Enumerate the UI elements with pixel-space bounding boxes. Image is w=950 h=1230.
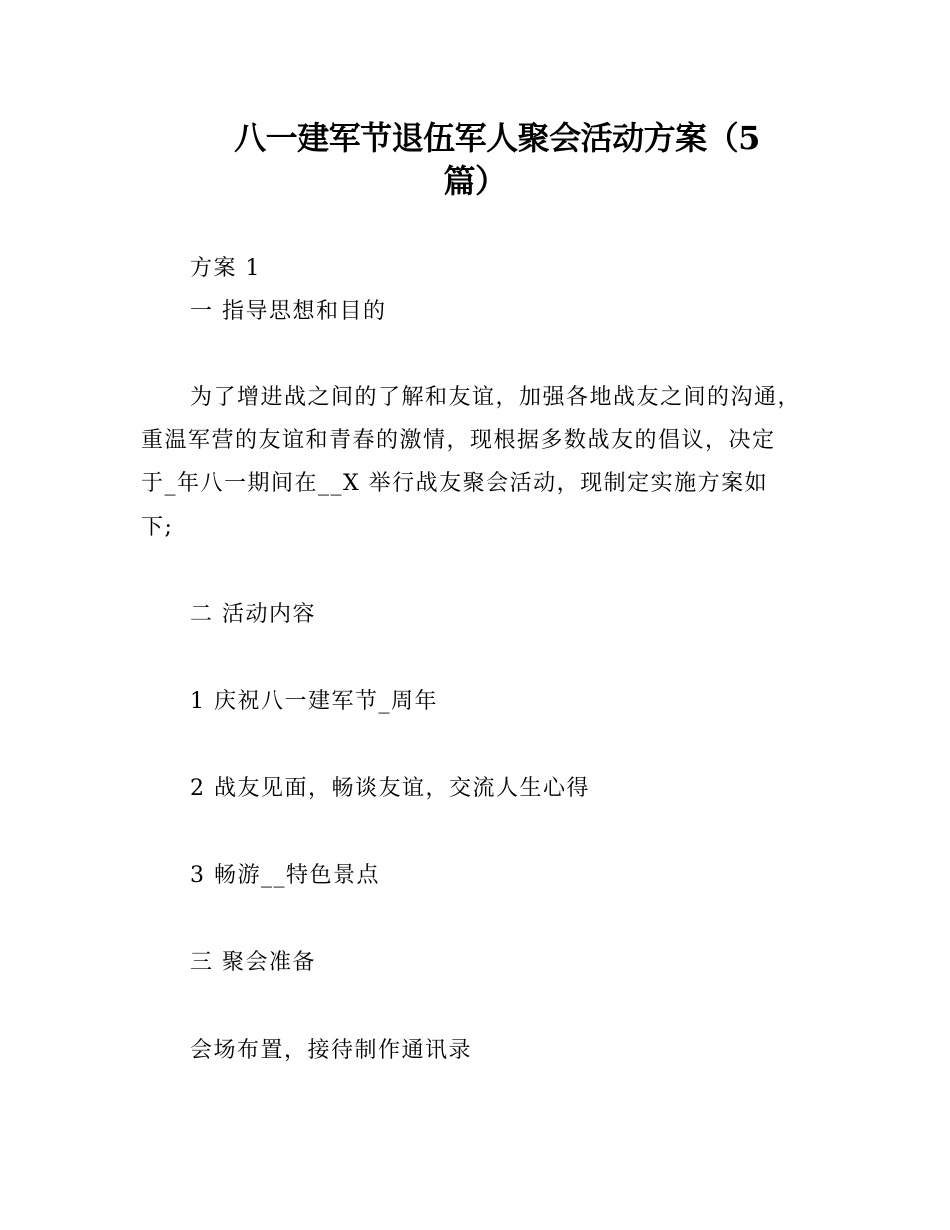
plan-label: 方案 1 — [190, 256, 261, 281]
document-title-line-1: 八一建军节退伍军人聚会活动方案（5 — [234, 119, 760, 157]
paragraph-line: 于_年八一期间在__X 举行战友聚会活动，现制定实施方案如 — [141, 471, 769, 496]
list-item: 2 战友见面，畅谈友谊，交流人生心得 — [190, 776, 590, 801]
paragraph-line: 下; — [141, 515, 174, 540]
section-heading-activities: 二 活动内容 — [190, 602, 316, 627]
document-title-line-2: 篇） — [443, 162, 507, 200]
paragraph-line: 会场布置，接待制作通讯录 — [190, 1038, 473, 1063]
list-item: 1 庆祝八一建军节_周年 — [190, 689, 438, 714]
paragraph-line: 为了增进战之间的了解和友谊，加强各地战友之间的沟通， — [190, 385, 802, 410]
section-heading-preparation: 三 聚会准备 — [190, 950, 316, 975]
paragraph-line: 重温军营的友谊和青春的激情，现根据多数战友的倡议，决定 — [141, 428, 776, 453]
list-item: 3 畅游__特色景点 — [190, 863, 380, 888]
section-heading-guiding-principles: 一 指导思想和目的 — [190, 299, 387, 324]
